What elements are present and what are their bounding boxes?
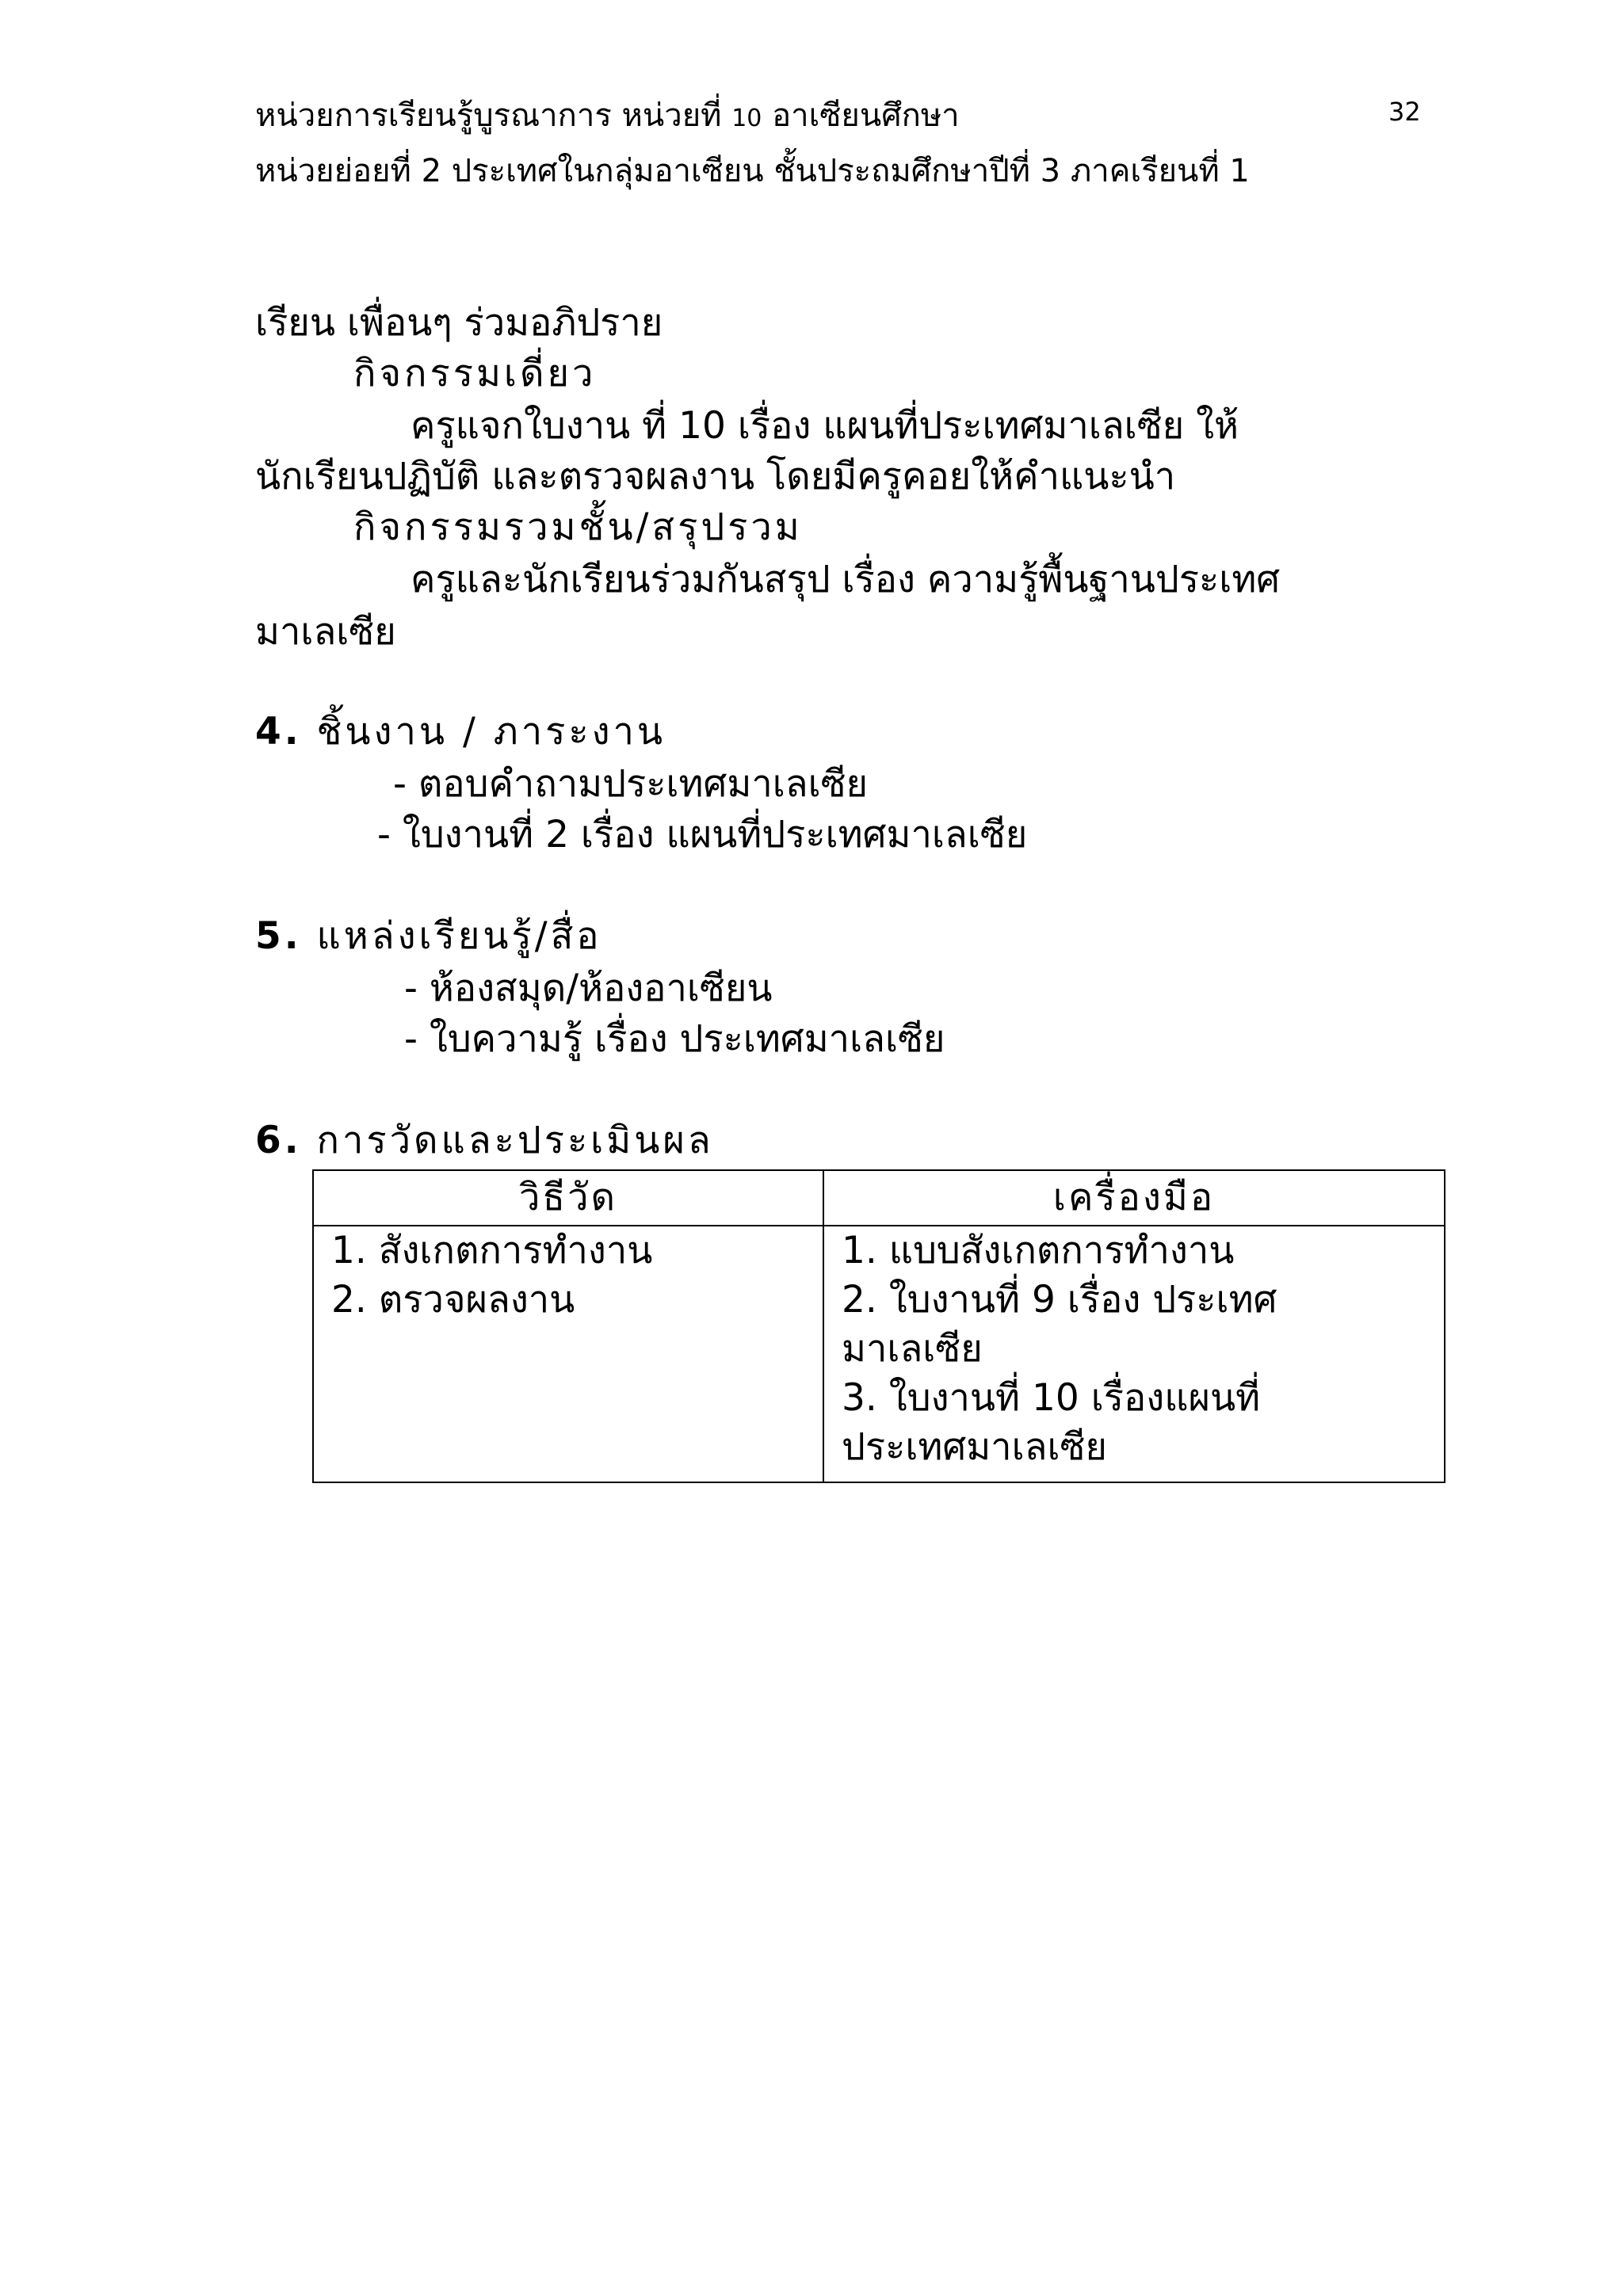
section-4-item: - ใบงานที่ 2 เรื่อง แผนที่ประเทศมาเลเซีย xyxy=(377,813,1028,856)
activity-single-line-2: นักเรียนปฏิบัติ และตรวจผลงาน โดยมีครูคอยให้คำแนะนำ xyxy=(255,455,1176,498)
table-row xyxy=(313,1226,1445,1482)
header-unit-label: หน่วยการเรียนรู้บูรณาการ หน่วยที่ xyxy=(255,97,732,134)
tool-item: ประเทศมาเลเซีย xyxy=(842,1425,1107,1469)
method-cell xyxy=(313,1226,823,1482)
table-header-method: วิธีวัด xyxy=(313,1170,823,1226)
section-6-title: การวัดและประเมินผล xyxy=(316,1119,714,1162)
section-5-number: 5. xyxy=(255,914,302,958)
page-number: 32 xyxy=(1388,97,1421,127)
method-item: 2. ตรวจผลงาน xyxy=(331,1278,575,1322)
table-header-row xyxy=(313,1170,1445,1226)
section-4-number: 4. xyxy=(255,710,302,753)
method-item: 1. สังเกตการทำงาน xyxy=(331,1229,653,1272)
header-line-2: หน่วยย่อยที่ 2 ประเทศในกลุ่มอาเซียน ชั้นประถมศึกษาปีที่ 3 ภาคเรียนที่ 1 xyxy=(255,153,1250,189)
section-4-title: ชิ้นงาน / ภาระงาน xyxy=(316,710,666,753)
table-header-tool: เครื่องมือ xyxy=(823,1170,1445,1226)
header-unit-number: 10 xyxy=(731,105,762,132)
evaluation-table xyxy=(312,1169,1445,1483)
activity-single-line-1: ครูแจกใบงาน ที่ 10 เรื่อง แผนที่ประเทศมาเลเซีย ให้ xyxy=(411,404,1239,448)
section-4-item: - ตอบคำถามประเทศมาเลเซีย xyxy=(393,762,869,806)
body-line-intro: เรียน เพื่อนๆ ร่วมอภิปราย xyxy=(255,301,663,345)
tool-cell xyxy=(823,1226,1445,1482)
tool-item: 2. ใบงานที่ 9 เรื่อง ประเทศ xyxy=(842,1278,1277,1322)
section-5-title: แหล่งเรียนรู้/สื่อ xyxy=(316,914,602,958)
activity-class-line-1: ครูและนักเรียนร่วมกันสรุป เรื่อง ความรู้พื้นฐานประเทศ xyxy=(411,558,1281,601)
activity-single-heading: กิจกรรมเดี่ยว xyxy=(353,352,597,395)
section-5-item: - ห้องสมุด/ห้องอาเซียน xyxy=(404,967,773,1010)
activity-class-line-2: มาเลเซีย xyxy=(255,610,396,654)
header-line-1 xyxy=(255,93,960,141)
section-4-heading xyxy=(255,707,666,757)
section-6-number: 6. xyxy=(255,1119,302,1162)
section-5-heading xyxy=(255,911,602,962)
activity-class-heading: กิจกรรมรวมชั้น/สรุปรวม xyxy=(353,505,803,549)
tool-item: มาเลเซีย xyxy=(842,1327,983,1371)
section-5-item: - ใบความรู้ เรื่อง ประเทศมาเลเซีย xyxy=(404,1017,945,1061)
tool-item: 1. แบบสังเกตการทำงาน xyxy=(842,1229,1235,1272)
header-unit-title: อาเซียนศึกษา xyxy=(762,97,960,134)
tool-item: 3. ใบงานที่ 10 เรื่องแผนที่ xyxy=(842,1376,1261,1420)
section-6-heading xyxy=(255,1116,714,1166)
